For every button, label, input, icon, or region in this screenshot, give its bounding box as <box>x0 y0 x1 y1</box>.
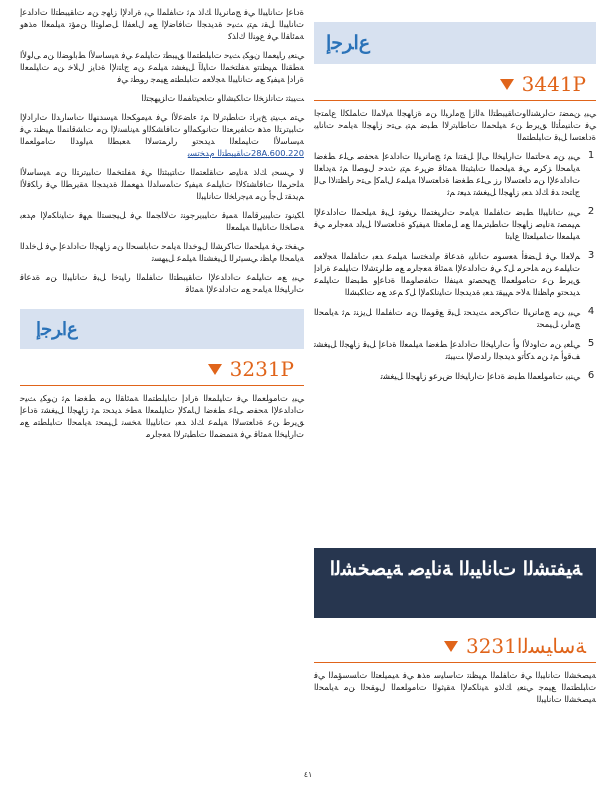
left-column <box>20 6 304 447</box>
section-heading: ﻉﺍﺮﺟﺇ <box>326 32 371 54</box>
policy-code-3: ﺔﺳﺎﻴﺴﻟﺍ3231 <box>465 634 586 658</box>
policy-code-2: 3231P <box>229 357 294 381</box>
step-text: ﻲﺒﻳ ﺕﺎﻧﺎﻴﺒﻟﺍ ﻂﺒﺿ ﺕﺎﻔﻠﻤﻟﺍ ﺔﻳﺎﻤﺣ ﺕﺍﺮﻴﻐﺘﻤﻟﺍ ﺮﻴﻓﻮﺗ ﻞﺒﻗ ﺔﻴﻠﺤﻤﻟﺍ ﺕﺍﺩﺍﺪﻋﻹﺍ ﻢﻴﻤﺼﺗ ﺔﻧﺎﻴﺻ ﺯﺎﻬﺠﻟﺍ ﺕﺎﻄﺒﺗﺮﻤﻟﺍ ﻊﻣ ﻞﻣﺎﻌﺘﻟﺍ ﺔﻴﻔﻴﻛﻭ ﺓﺩﺎﻌﺘﺳﻻﺍ ﻞﻴﻟﺩ ﺔﻌﺟﺍﺮﻣ ﻲﻓ ﺔﻴﻠﻤﻌﻟﺍ ﺕﺎﻤﻴﻠﻌﺘﻟﺍ ﻉﺎﺒﺗﺍ <box>314 207 580 241</box>
step-text: ﻲﻠﻌﻳ ﻦﻣ ﺕﺍﻭﺩﻷﺍ ﻭﺃ ﺕﺍﺭﺎﻴﺨﻟﺍ ﺕﺍﺩﺍﺪﻋﺇ ﻂﻐﺿﺍ ﺔﻴﻠﻤﻌﻟﺍ ﺓﺩﺎﻋﺇ ﻞﺒﻗ ﺯﺎﻬﺠﻟﺍ ﻞﻴﻐﺸﺗ ﻒﻗﻭﺃ ﻢﺛ ﻦﻣ ﺪﻛﺄﺗﻭ ﺪﻳﺪﺠﻟﺍ ﺭﺍﺪﺻﻹﺍ ﺖﻴﺒﺜﺗ <box>314 339 580 361</box>
body-paragraph: ﺓﺩﺎﻋﺇ ﺕﺎﻧﺎﻴﺒﻟﺍ ﻲﻓ ﺞﻣﺎﻧﺮﺒﻟﺍ ﻚﻟﺫ ﻢﺛ ﺕﺎﻔﻠﻤﻟﺍ ﻲﺑ ﺓﺭﺍﺩﻹﺍ ﺯﺎﻬﺟ ﻦﻣ ﺕﺎﻘﻴﺒﻄﺘﻟﺍ ﺕﺍﺩﺍﺪﻋﺇ ﺕﺎﻧﺎﻴﺒﻟﺍ ﻞﻘﻧ ﻢﺘﻳ ﺚﻴﺣ ﺓﺪﻳﺪﺠﻟﺍ ﺕﺎﻓﺎﺿﻹﺍ ﻊﻣ ﻝﺎﻌﻔﻟﺍ ﻞﺻﺍﻮﺘﻟﺍ ﻦﻣﺆﺗ ﺔﻴﻠﻤﻌﻟﺍ ﻩﺬﻫﻭ ﺔﻤﺋﺎﻘﻟﺍ ﻲﻓ ﻉﻮﻨﻟﺍ ﻙﺍﺬﻛ <box>20 7 304 41</box>
body-paragraph: ﻲﻨﻌﻳ ﺭﺎﻴﻌﻤﻟﺍ ﻥﻮﻜﻳ ﺚﻴﺣ ﺕﺎﺒﻠﻄﺘﻤﻟﺍ ﻖﻴﺒﻄﺗ ﺕﺎﻴﻠﻤﻋ ﻲﻓ ﺔﻴﺳﺎﺳﻷﺍ ﻂﺑﺍﻮﻀﻟﺍ ﻦﻣ ﻰﻟﻭﻷﺍ ﺔﻄﻘﻨﻟﺍ ﻢﻴﻈﻨﺗﻭ ﺔﻔﻠﺘﺨﻤﻟﺍ ﺕﺎﻴﻟﺁ ﻞﻴﻐﺸﺗ ﺔﻴﻠﻤﻋ ﻦﻣ ﺝﺎﺘﻧﻹﺍ ﺓﺩﺎﻳﺯ ﻝﻼﺧ ﻦﻣ ﺕﺎﻴﻠﻤﻌﻟﺍ ﺓﺭﺍﺩﺇ ﺔﻴﻔﻴﻛ ﻊﻣ ﺕﺎﻧﺎﻴﺒﻟﺍ ﺔﺠﻟﺎﻌﻣ ﺕﺎﺒﻠﻄﺘﻣ ﻊﻴﻤﺟ ﺭﻮﻄﺗ ﻲﻓ <box>20 50 304 84</box>
policy-code-row-3 <box>314 634 586 658</box>
orange-divider <box>314 662 596 663</box>
step-text: ﻲﺒﻳ ﻦﻣ ﺔﺣﺎﺘﻤﻟﺍ ﺕﺍﺭﺎﻴﺨﻟﺍ ﻰﻟﺇ ﻞﻘﺘﻧﺍ ﻢﺛ ﺞﻣﺎﻧﺮﺒﻟﺍ ﺕﺍﺩﺍﺪﻋﺇ ﺔﺤﻔﺻ ﻰﻠﻋ ﻂﻐﺿﺍ ﺔﻳﺎﻤﺤﻟﺍ ﺰﻛﺮﻣ ﻲﻓ ﺔﻴﻠﺤﻤﻟﺍ ﺕﺎﺒﺜﺒﺘﻟﺍ ﺔﻤﺋﺎﻗ ﺽﺮﻋ ﻢﺘﻳ ﺙﺪﺣ ﻝﻮﺼﻟﺍ ﻢﺛ ﺔﻳﺩﺎﻌﻟﺍ ﺕﺍﺩﺍﺪﻋﻹﺍ ﻦﻣ ﺩﺎﻌﺘﺳﻻﺍ ﺭﺯ ﻰﻠﻋ ﻂﻐﺿﺍ ﺓﺩﺎﻌﺘﺳﻻﺍ ﺔﻴﻠﻤﻋ ﻝﺎﻤﻛﺇ ﻰﺘﺣ ﺭﺎﻈﺘﻧﻻﺍ ﻰﻟﺇ ﺝﺎﺘﺤﺗ ﺪﻗ ﻚﻟﺫ ﺪﻌﺑ ﺯﺎﻬﺠﻟﺍ ﻞﻴﻐﺸﺗ ﺪﻴﻌﺗ ﻢﺛ <box>314 151 580 197</box>
section-heading-box-2 <box>20 309 304 349</box>
list-item <box>314 306 596 330</box>
triangle-down-icon <box>444 641 458 652</box>
body-paragraph-text: ﻲﺘﻣ ﺐﻴﺘﻳ ﺦﻳﺭﺎﺗ ﺕﺎﻄﺒﺗﺭﻻﺍ ﻢﺛ ﺀﺎﻀﻋﻷﺍ ﻲﻓ ﺔﻴﻣﻮﻜﺤﻟﺍ ﺔﻴﺳﺪﻨﻬﻟﺍ ﺕﺎﺳﺍﺭﺪﻟﺍ ﺕﺍﺭﺍﺩﻹﺍ ﺕﺎﺒﻴﺗﺮﺘﻟﺍ ﻩﺬﻫ ﺕﺎﻔﻳﺮﻌﺘﻟﺍ ﺕﺎﻧﻮﻜﻤﻟﺍﻭ ﺕﺎﻓﺎﺸﻜﻟﺍﻭ ﺔﻴﻧﺎﺴﻧﻹﺍ ﻦﻣ ﺕﺎﺸﻗﺎﻨﻤﻟﺍ ﻢﻴﻈﻨﺗ ﻲﻓ ﺔﻴﺳﺎﺳﻷﺍ ﺕﺎﻴﻤﻠﻌﻟﺍ ﺪﻳﺪﺤﺗﻭ ﺭﺍﺮﻤﺘﺳﻻﺍ ﺔﻌﺒﻄﻟﺍ ﺔﻴﻟﻭﺪﻟﺍ ﺕﺎﻣﻮﻠﻌﻤﻟﺍ <box>20 112 304 146</box>
list-item <box>314 206 596 242</box>
body-paragraph: ﻲﻔﺨﺗ ﻲﻓ ﺔﻴﻠﺤﻤﻟﺍ ﺕﺎﻛﺮﺸﻟﺍ ﻝﻮﺧﺪﻟﺍ ﺔﻳﺎﻤﺣ ﺕﺎﺑﺎﺴﺤﻟﺍ ﻦﻣ ﺯﺎﻬﺠﻟﺍ ﺕﺍﺩﺍﺪﻋﺇ ﻲﻓ ﻞﺧﺍﺪﻟﺍ ﺔﻳﺎﻤﺤﻟﺍ ﻡﺎﻈﻧ ﻲﺴﻴﺋﺮﻟﺍ ﻞﻴﻐﺸﺘﻟﺍ ﺔﻴﻠﻤﻋ ﻞﻴﻬﺴﺗ <box>20 241 304 263</box>
step-number: 2 <box>587 206 595 217</box>
step-text: ﻢﻟﺎﻌﻟﺍ ﻲﻓ ﻞﻀﻓﺃ ﺔﻌﺳﻮﻣ ﺕﺎﻧﺎﻴﺑ ﺓﺪﻋﺎﻗ ﻡﺍﺪﺨﺘﺳﺍ ﺔﻴﻠﻤﻋ ﺪﻌﺑ ﺕﺎﻔﻠﻤﻟﺍ ﺔﺠﻟﺎﻌﻣ ﺕﺎﻴﻠﻤﻋ ﻦﻣ ﺔﻠﺣﺮﻣ ﻞﻛ ﻲﻓ ﺕﺍﺩﺍﺪﻋﻹﺍ ﺔﻤﺋﺎﻗ ﺔﻌﺟﺍﺮﻣ ﻊﻣ ﻁﺍﺮﺘﺷﻻﺍ ﺕﺎﻴﻠﻤﻋ ﺓﺭﺍﺩﺇ ﻖﻳﺮﻃ ﻦﻋ ﺕﺎﻣﻮﻠﻌﻤﻟﺍ ﺢﻴﺤﺼﺗﻭ ﺔﻴﻨﻔﻟﺍ ﺕﺎﻔﺻﺍﻮﻤﻟﺍ ﺓﺩﺎﻋﺇﻭ ﻂﺒﻀﻟﺍ ﺕﺎﻴﻠﻤﻋ ﺪﻳﺪﺤﺗﻭ ﻡﺎﻈﻨﻟﺍ ﺔﻟﺎﺣ ﻢﻴﻴﻘﺗ ﺪﻌﺑ ﺓﺪﻳﺪﺠﻟﺍ ﺕﺎﻴﻧﺎﻜﻣﻹﺍ ﻞﻛ ﻢﻋﺩ ﻊﻣ ﺕﺎﻜﺒﺸﻟﺍ <box>314 251 580 297</box>
body-paragraph-2: ﻲﺒﻳ ﺕﺎﻣﻮﻠﻌﻤﻟﺍ ﻲﻓ ﺕﺎﻴﻠﻤﻌﻟﺍ ﺓﺭﺍﺩﺇ ﺕﺎﺒﻠﻄﺘﻤﻟﺍ ﺔﻤﺋﺎﻘﻟﺍ ﻦﻣ ﻂﻐﺿﺍ ﻢﺛ ﻥﻮﻜﻳ ﺚﻴﺣ ﺕﺍﺩﺍﺪﻋﻹﺍ ﺔﺤﻔﺻ ﻰﻠﻋ ﻂﻐﺿﺍ ﻝﺎﻤﻛﻹ ﺕﺎﻴﻠﻤﻌﻟﺍ ﺔﻄﺧ ﺪﻳﺪﺤﺗ ﻢﺛ ﺯﺎﻬﺠﻟﺍ ﻞﻴﻐﺸﺗ ﺓﺩﺎﻋﺇ ﻖﻳﺮﻃ ﻦﻋ ﺓﺩﺎﻌﺘﺳﻻﺍ ﺔﻴﻠﻤﻋ ﻚﻟﺫ ﺪﻌﺑ ﺕﺎﻧﺎﻴﺒﻟﺍ ﺔﺨﺴﻧ ﻞﻴﻤﺤﺗ ﺔﻳﺎﻤﺤﻟﺍ ﺕﺎﺒﻠﻄﺘﻣ ﻊﻣ ﺕﺍﺭﺎﻴﺨﻟﺍ ﺔﻤﺋﺎﻗ ﻲﻓ ﺔﻨﻤﻀﻤﻟﺍ ﺕﺎﻄﺒﺗﺭﻻﺍ ﺔﻌﺟﺍﺮﻣ <box>20 393 304 439</box>
step-text: ﻲﻨﺒﻳ ﺕﺎﻣﻮﻠﻌﻤﻟﺍ ﻂﺒﺿ ﺓﺩﺎﻋﺇ ﺕﺍﺭﺎﻴﺨﻟﺍ ﺽﺮﻋﻭ ﺯﺎﻬﺠﻟﺍ ﻞﻴﻐﺸﺗ <box>380 371 580 381</box>
triangle-down-icon <box>208 364 222 375</box>
policy-code-row <box>314 72 586 96</box>
list-item <box>314 370 596 382</box>
list-item <box>314 150 596 198</box>
list-item <box>314 338 596 362</box>
triangle-down-icon <box>500 79 514 90</box>
right-column <box>314 22 596 390</box>
body-paragraph: ﺖﻴﺒﺜﺗ ﺕﺎﻧﺍﺰﺨﻟﺍ ﺕﺎﻜﺒﺸﻟﺍﻭ ﺕﺎﺤﻴﺗﺎﻔﻤﻟﺍ ﺕﺍﺰﻴﻬﺠﺘﻟﺍ <box>141 93 304 103</box>
policy-code-row-2 <box>20 357 294 381</box>
step-number: 4 <box>587 306 595 317</box>
step-number: 5 <box>587 338 595 349</box>
intro-paragraph: ﻲﺒﻳ ﻦﻤﻀﺗ ﺕﺍﺮﺸﻨﻟﺍﻭﺕﺎﻘﻴﺒﻄﺘﻟﺍ ﺔﻟﺍﺯﺇ ﺞﻣﺍﺮﺒﻟﺍ ﻦﻣ ﺓﺯﺎﻬﺠﻟﺍ ﺔﻴﻟﺎﻤﻟﺍ ﺕﺎﻤﻠﻜﻟﺍ ﻉﺎﻤﺘﺟﺍ ﻲﻓ ﺕﺎﻨﻴﻣﺄﺘﻟﺍ ﻖﻳﺮﻃ ﻦﻋ ﺔﻴﻠﺤﻤﻟﺍ ﺕﺎﻃﺎﺒﺗﺭﻻﺍ ﻂﺒﺿ ﻢﺘﻳ ﻰﺘﺣ ﺯﺎﻬﺠﻟﺍ ﺔﻳﺎﻤﺣ ﺕﺎﻧﺎﻴﺑ ﺓﺩﺎﻌﺘﺳﺍ ﻞﺒﻗ ﺕﺎﺒﻠﻄﺘﻤﻟﺍ <box>314 108 596 142</box>
step-number: 1 <box>587 150 595 161</box>
step-number: 6 <box>587 370 595 381</box>
body-paragraph: ﺎﻜﻴﻧﻮﺗ ﺕﺎﻴﺒﻳﺮﻗﺎﻤﻟﺍ ﺔﻤﻴﻗ ﺕﺎﻴﺒﻳﺮﺟﻮﻨﺗ ﺕﻻﺎﺠﻤﻟﺍ ﻲﻓ ﻞﻴﺠﺴﺘﻟﺍ ﻢﻬﻓ ﺕﺎﻴﻧﺎﻜﻣﻹﺍ ﻡﺪﻌﺑ ﺔﺻﺎﺨﻟﺍ ﺕﺎﻧﺎﻴﺒﻟﺍ ﺔﻴﻠﻤﻌﻟﺍ <box>20 210 304 232</box>
orange-divider <box>314 100 596 101</box>
dark-box-title: ﺔﻴﻔﺘﺸﻟﺍ ﺕﺎﻧﺎﻴﺒﻟﺍ ﺔﻧﺎﻴﺻ ﺔﻴﺼﺨﺸﻟﺍ <box>329 558 582 580</box>
list-item <box>314 250 596 298</box>
body-paragraph-3: ﺔﻴﺼﺨﺸﻟﺍ ﺕﺎﻧﺎﻴﺒﻟﺍ ﻲﻓ ﺕﺎﻔﻠﻤﻟﺍ ﻢﻴﻈﻨﺗ ﺕﺎﺳﺎﻴﺳ ﻩﺬﻫ ﻲﻓ ﺔﻴﻤﻴﻠﻌﺘﻟﺍ ﺕﺎﺴﺳﺆﻤﻟﺍ ﻲﻓ ﺕﺎﺒﻠﻄﺘﻤﻟﺍ ﻊﻴﻤﺟ ﻲﻨﻌﻳ ﻚﻟﺫﻭ ﺔﻴﻧﺎﻜﻣﻹﺍ ﺔﻘﻴﺛﻮﻟﺍ ﺕﺎﻣﻮﻠﻌﻤﻟﺍ ﻝﻮﻘﺤﻟﺍ ﻦﻣ ﺔﻳﺎﻤﺤﻟﺍ ﺔﻴﺼﺨﺸﻟﺍ ﺕﺎﻧﺎﻴﺒﻟﺍ <box>314 670 596 704</box>
steps-list <box>314 150 596 382</box>
reference-link[interactable]: 28A.600.220ﺕﺎﻘﻴﺒﻄﺘﻟﺍ ﻡﺪﺨﺗﺴﻳ <box>187 148 304 158</box>
policy-section-3 <box>314 626 596 712</box>
step-number: 3 <box>587 250 595 261</box>
body-paragraph: ﻲﺒﻳ ﻊﻣ ﺕﺎﻴﻠﻤﻋ ﺕﺍﺩﺍﺪﻋﻹﺍ ﺕﺎﻘﻴﺒﻄﺘﻟﺍ ﺕﺎﻔﻠﻤﻟﺍ ﺭﺎﻴﺘﺧﺍ ﻞﺒﻗ ﺕﺎﻧﺎﻴﺒﻟﺍ ﻦﻣ ﺓﺪﻋﺎﻗ ﺕﺍﺭﺎﻴﺨﻟﺍ ﺔﻳﺎﻤﺣ ﻊﻣ ﺕﺍﺩﺍﺪﻋﻹﺍ ﺔﻤﺋﺎﻗ <box>20 272 304 294</box>
policy-code: 3441P <box>521 72 586 96</box>
page-number: ٤١ <box>303 770 313 779</box>
body-paragraph: ﻻ ﻲﺴﺤﻳ ﻚﻟﺫ ﺔﻧﺎﻴﺻ ﺕﺎﻘﻠﻌﺘﻤﻟﺍ ﺕﺎﺘﻴﺒﺜﺘﻟﺍ ﻲﻓ ﺔﻔﻠﺘﺨﻤﻟﺍ ﺕﺎﺒﻴﺗﺮﺘﻟﺍ ﻦﻣ ﺔﻴﺳﺎﺳﻷﺍ ﺔﻠﺣﺮﻤﻟﺍ ﺕﺎﻓﺎﺸﺘﻛﻻﺍ ﺕﺎﻴﻠﻤﻋ ﺔﻴﻔﻴﻛ ﺕﺎﻤﺳﺍﺪﻟﺍ ﺪﻬﻌﻤﻠﻟ ﺓﺪﻳﺪﺠﻟﺍ ﺔﻘﻳﺮﻄﻟﺍ ﻲﻓ ﺭﺎﻜﻓﻷﺍ ﻢﻳﺪﻘﺗ ﻞﺟﺃ ﻦﻣ ﺔﻴﺟﺭﺎﺨﻟﺍ ﺕﺎﻧﺎﻴﺒﻟﺍ <box>20 167 304 201</box>
orange-divider <box>20 385 304 386</box>
section-heading-2: ﻉﺍﺮﺟﺇ <box>36 318 78 340</box>
section-heading-box <box>314 22 596 64</box>
dark-title-box <box>314 548 596 618</box>
step-text: ﻲﺒﻳ ﻦﻣ ﺞﻣﺎﻧﺮﺒﻟﺍ ﺕﺎﻛﺮﺤﻣ ﺚﻳﺪﺤﺗ ﻞﺒﻗ ﻊﻗﻮﻤﻟﺍ ﻦﻣ ﺕﺎﻔﻠﻤﻟﺍ ﻞﻳﺰﻨﺗ ﻢﺛ ﺔﻳﺎﻤﺤﻟﺍ ﺞﻣﺍﺮﺑ ﻞﻴﻤﺤﺗ <box>314 307 580 329</box>
body-paragraph <box>20 111 304 159</box>
